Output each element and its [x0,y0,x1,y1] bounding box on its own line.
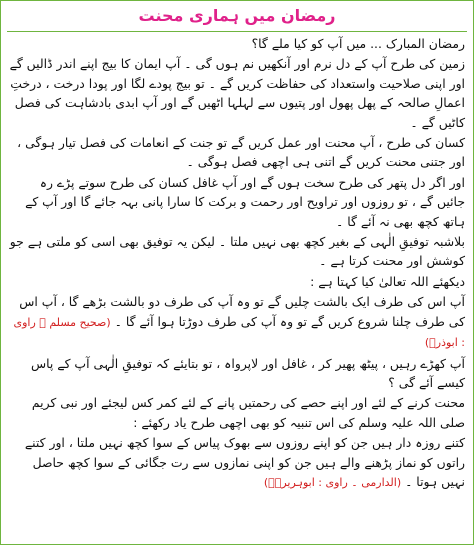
paragraph-hadith-1 [9,292,465,352]
paragraph-hadith-2 [9,433,465,492]
hadith-1-text: آپ اس کی طرف ایک بالشت چلیں گے تو وہ آپ کی طرف دو بالشت بڑھے گا ، آپ اس کی طرف چلنا شروع کریں گے تو وہ آپ کی طرف دوڑتا ہوا آئے گا ۔ [19,294,465,329]
page-title: رمضان میں ہماری محنت [138,6,336,25]
paragraph-question: رمضان المبارک ... میں آپ کو کیا ملے گا؟ [251,36,465,51]
paragraph-earth: زمین کی طرح آپ کے دل نرم اور آنکھیں نم ہوں گی ۔ آپ ایمان کا بیج اپنے اندر ڈالیں گے اور اپنی صلاحیت واستعداد کی حفاظت کریں گے ۔ تو بیج پودے لگا اور پودا درخت ، درختِ اعمالِ صالحہ کے پھل پھول اور پتیوں سے لہلہا اٹھیں گے اور آپ ابدی بادشاہت کی فصل کاٹیں گے ۔ [9,56,465,130]
title-bar [1,1,473,31]
paragraph-standing: آپ کھڑے رہیں ، پیٹھ پھیر کر ، غافل اور لاپرواہ ، تو بتایئے کہ توفیقِ الٰہی آپ کے پاس کیسے آئے گی ؟ [31,355,465,390]
hadith-2-text: کتنے روزہ دار ہیں جن کو اپنے روزوں سے بھوک پیاس کے سوا کچھ نہیں ملتا ، اور کتنے راتوں کو نماز پڑھنے والے ہیں جن کو اپنی نمازوں سے رت جگائی کے سوا کچھ حاصل نہیں ہوتا ۔ [24,435,465,489]
paragraph-farmer: کسان کی طرح ، آپ محنت اور عمل کریں گے تو جنت کے انعامات کی فصل تیار ہوگی ، اور جتنی محنت کریں گے اتنی ہی اچھی فصل ہوگی ۔ [17,135,465,170]
paragraph-prophet-warning: محنت کرنے کے لئے اور اپنے حصے کی رحمتیں پانے کے لئے کمر کس لیجئے اور نبی کریم صلی اللہ علیہ وسلم کی اس تنبیہ کو بھی اچھی طرح یاد رکھئے : [31,395,465,430]
article-body [1,32,473,492]
paragraph-divine-help: بلاشبہ توفیقِ الٰہی کے بغیر کچھ بھی نہیں ملتا ۔ لیکن یہ توفیق بھی اسی کو ملتی ہے جو کوشش اور محنت کرتا ہے ۔ [9,234,465,269]
paragraph-stone-heart: اور اگر دل پتھر کی طرح سخت ہوں گے اور آپ غافل کسان کی طرح سوتے پڑے رہ جائیں گے ، تو روزوں اور تراویح اور رحمت و برکت کا سارا پانی بہہ جائے گا اور آپ کے ہاتھ کچھ بھی نہ آئے گا ۔ [25,174,465,229]
citation-darimi: (الدارمی ۔ راوی : ابوہریرہؓ) [263,475,402,489]
paragraph-allah-says: دیکھئے اللہ تعالیٰ کیا کہتا ہے : [310,273,465,289]
citation-muslim: (صحیح مسلم ۔ راوی : ابوذرؓ) [13,315,465,350]
